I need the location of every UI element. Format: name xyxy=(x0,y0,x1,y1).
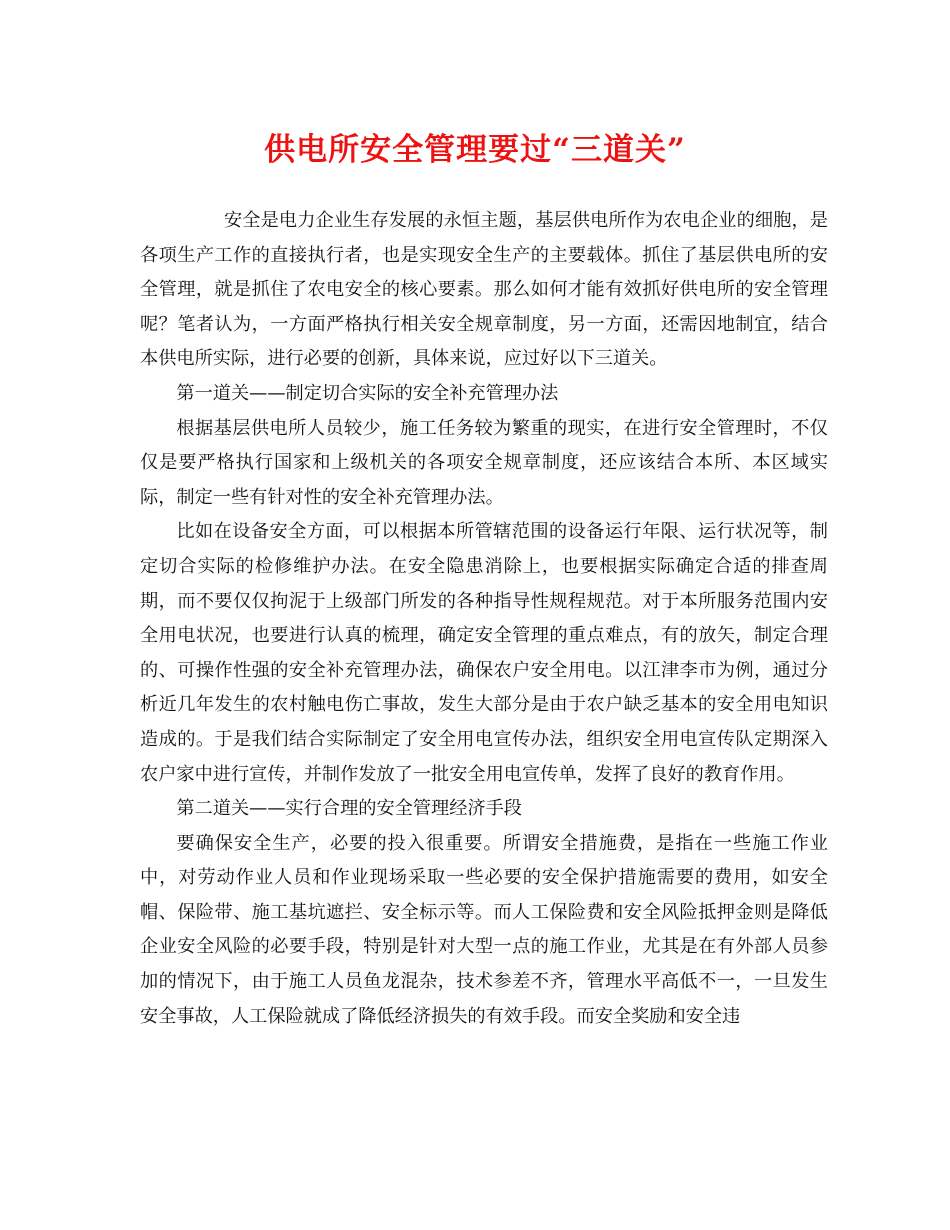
document-body xyxy=(140,204,828,1034)
section-heading-2: 第二道关——实行合理的安全管理经济手段 xyxy=(176,798,522,820)
paragraph-intro: 安全是电力企业生存发展的永恒主题，基层供电所作为农电企业的细胞，是各项生产工作的直接执行者，也是实现安全生产的主要载体。抓住了基层供电所的安全管理，就是抓住了农电安全的核心要素。那么如何才能有效抓好供电所的安全管理呢？笔者认为，一方面严格执行相关安全规章制度，另一方面，还需因地制宜，结合本供电所实际，进行必要的创新，具体来说，应过好以下三道关。 xyxy=(140,210,828,370)
section-heading-1: 第一道关——制定切合实际的安全补充管理办法 xyxy=(176,382,559,404)
paragraph-section2-a: 要确保安全生产，必要的投入很重要。所谓安全措施费，是指在一些施工作业中，对劳动作业人员和作业现场采取一些必要的安全保护措施需要的费用，如安全帽、保险带、施工基坑遮拦、安全标示等。而人工保险费和安全风险抵押金则是降低企业安全风险的必要手段，特别是针对大型一点的施工作业，尤其是在有外部人员参加的情况下，由于施工人员鱼龙混杂，技术参差不齐，管理水平高低不一，一旦发生安全事故，人工保险就成了降低经济损失的有效手段。而安全奖励和安全违 xyxy=(140,832,828,1027)
document-title: 供电所安全管理要过“三道关” xyxy=(264,132,686,168)
paragraph-section1-a: 根据基层供电所人员较少，施工任务较为繁重的现实，在进行安全管理时，不仅仅是要严格执行国家和上级机关的各项安全规章制度，还应该结合本所、本区域实际，制定一些有针对性的安全补充管理办法。 xyxy=(140,417,828,508)
paragraph-section1-b: 比如在设备安全方面，可以根据本所管辖范围的设备运行年限、运行状况等，制定切合实际的检修维护办法。在安全隐患消除上，也要根据实际确定合适的排查周期，而不要仅仅拘泥于上级部门所发的各种指导性规程规范。对于本所服务范围内安全用电状况，也要进行认真的梳理，确定安全管理的重点难点，有的放矢，制定合理的、可操作性强的安全补充管理办法，确保农户安全用电。以江津李市为例，通过分析近几年发生的农村触电伤亡事故，发生大部分是由于农户缺乏基本的安全用电知识造成的。于是我们结合实际制定了安全用电宣传办法，组织安全用电宣传队定期深入农户家中进行宣传，并制作发放了一批安全用电宣传单，发挥了良好的教育作用。 xyxy=(140,521,828,785)
